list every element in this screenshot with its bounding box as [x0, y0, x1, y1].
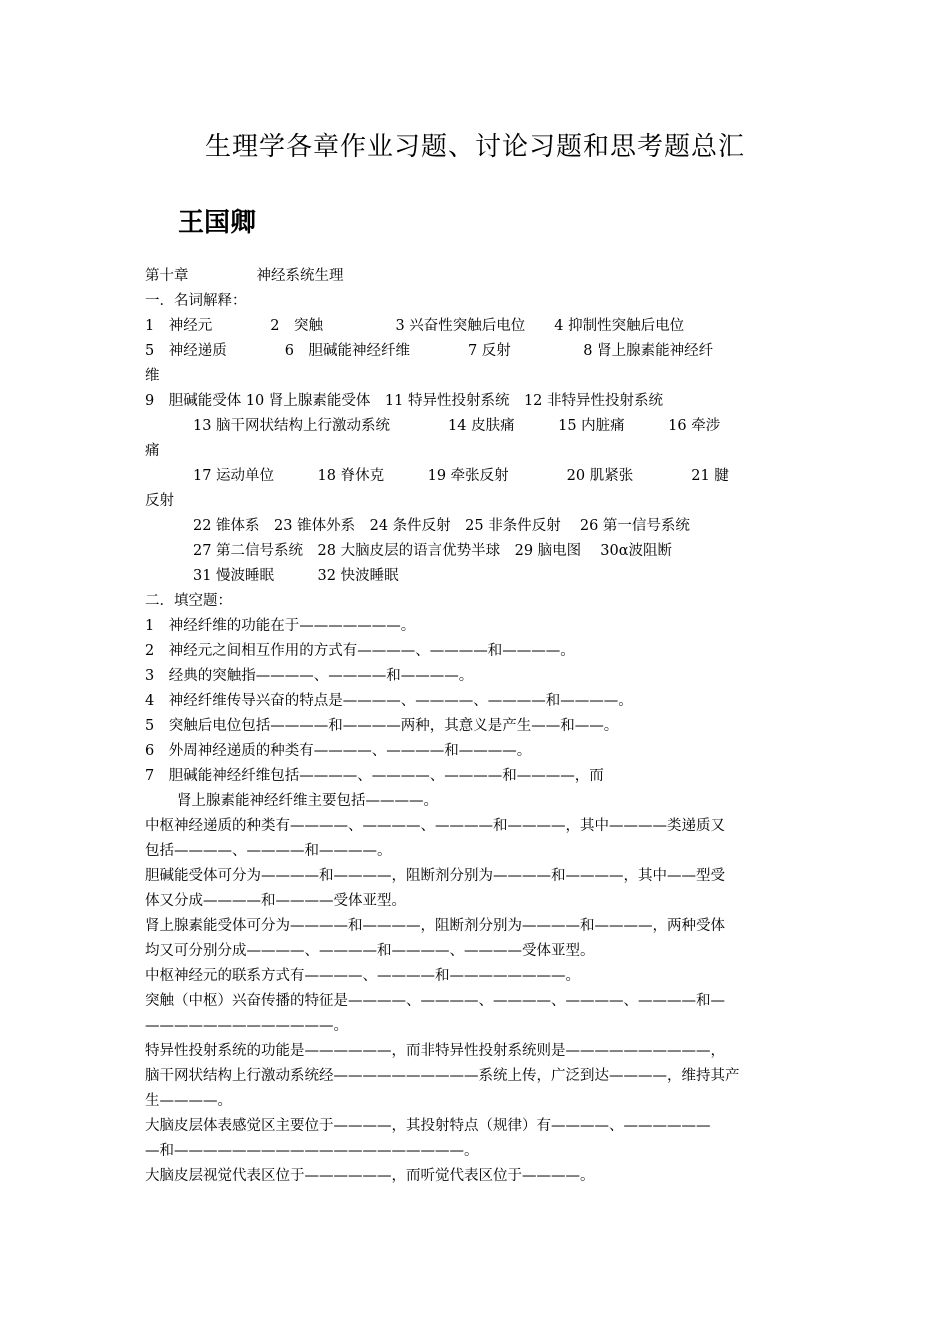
text-line: 肾上腺素能受体可分为————和————，阻断剂分别为————和————，两种受体	[145, 918, 725, 934]
text-line: 22 锥体系 23 锥体外系 24 条件反射 25 非条件反射 26 第一信号系统	[193, 518, 690, 534]
text-line: 特异性投射系统的功能是——————，而非特异性投射系统则是——————————，	[145, 1043, 725, 1059]
section-heading-fill: 二．填空题：	[145, 593, 232, 609]
text-line: 13 脑干网状结构上行激动系统 14 皮肤痛 15 内脏痛 16 牵涉	[193, 418, 721, 434]
text-line: 7 胆碱能神经纤维包括————、————、————和————，而	[145, 768, 604, 784]
text-line: 17 运动单位 18 脊休克 19 牵张反射 20 肌紧张 21 腱	[193, 468, 729, 484]
text-line: 3 经典的突触指————、————和————。	[145, 668, 474, 684]
text-line: —和————————————————————。	[145, 1143, 479, 1159]
text-line: 31 慢波睡眠 32 快波睡眠	[193, 568, 399, 584]
text-line: 维	[145, 368, 160, 384]
page-title: 生理学各章作业习题、讨论习题和思考题总汇	[204, 132, 745, 162]
text-line: 27 第二信号系统 28 大脑皮层的语言优势半球 29 脑电图 30α波阻断	[193, 543, 673, 559]
author-name: 王国卿	[178, 208, 257, 238]
text-line: 反射	[145, 493, 174, 509]
text-line: 肾上腺素能神经纤维主要包括————。	[177, 793, 438, 809]
text-line: 均又可分别分成————、————和————、————受体亚型。	[145, 943, 595, 959]
text-line: 6 外周神经递质的种类有————、————和————。	[145, 743, 532, 759]
text-line: —————————————。	[145, 1018, 348, 1034]
text-line: 1 神经元 2 突触 3 兴奋性突触后电位 4 抑制性突触后电位	[145, 318, 685, 334]
text-line: 9 胆碱能受体 10 肾上腺素能受体 11 特异性投射系统 12 非特异性投射系统	[145, 393, 664, 409]
text-line: 脑干网状结构上行激动系统经——————————系统上传，广泛到达————，维持其产	[145, 1068, 740, 1084]
text-line: 2 神经元之间相互作用的方式有————、————和————。	[145, 643, 575, 659]
text-line: 中枢神经元的联系方式有————、————和————————。	[145, 968, 580, 984]
text-line: 大脑皮层体表感觉区主要位于————，其投射特点（规律）有————、——————	[145, 1118, 711, 1134]
chapter-number: 第十章	[145, 268, 189, 284]
text-line: 胆碱能受体可分为————和————，阻断剂分别为————和————，其中——型受	[145, 868, 725, 884]
text-line: 4 神经纤维传导兴奋的特点是————、————、————和————。	[145, 693, 633, 709]
text-line: 生————。	[145, 1093, 232, 1109]
chapter-heading	[145, 264, 810, 289]
chapter-name: 神经系统生理	[256, 268, 344, 284]
text-line: 中枢神经递质的种类有————、————、————和————，其中————类递质又	[145, 818, 725, 834]
text-line: 大脑皮层视觉代表区位于——————，而听觉代表区位于————。	[145, 1168, 595, 1184]
text-line: 5 神经递质 6 胆碱能神经纤维 7 反射 8 肾上腺素能神经纤	[145, 343, 714, 359]
text-line: 5 突触后电位包括————和————两种，其意义是产生——和——。	[145, 718, 619, 734]
text-line: 突触（中枢）兴奋传播的特征是————、————、————、————、————和—	[145, 993, 725, 1009]
section-heading-terms: 一．名词解释：	[145, 293, 247, 309]
text-line: 包括————、————和————。	[145, 843, 392, 859]
text-line: 1 神经纤维的功能在于———————。	[145, 618, 416, 634]
text-line: 痛	[145, 443, 160, 459]
text-line: 体又分成————和————受体亚型。	[145, 893, 406, 909]
